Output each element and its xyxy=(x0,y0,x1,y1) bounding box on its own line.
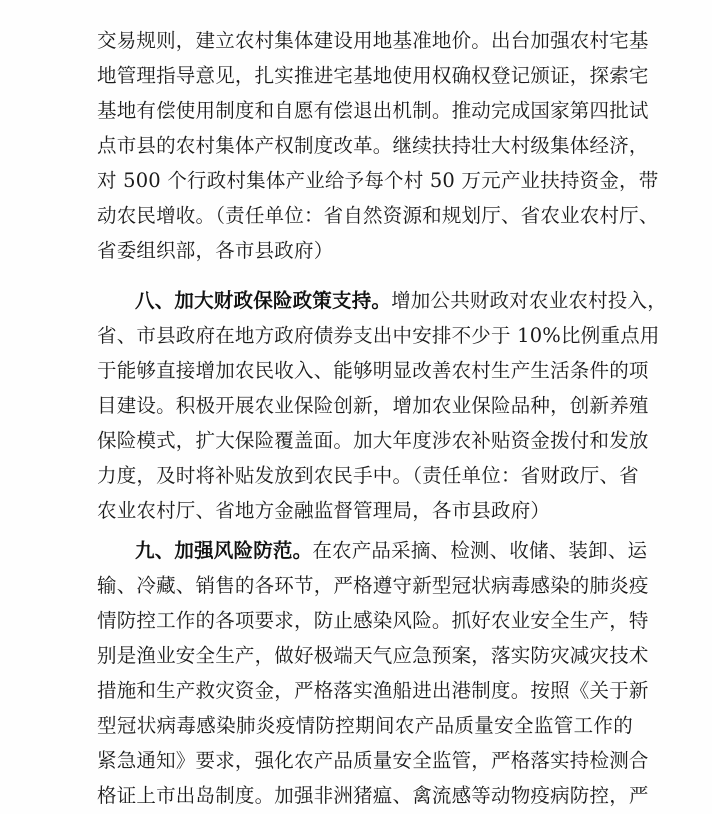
section-8-heading: 八、加大财政保险政策支持。 xyxy=(135,289,392,312)
section-8-first-line-text: 增加公共财政对农业农村投入， xyxy=(391,289,667,312)
text-line: 农业农村厅、省地方金融监督管理局，各市县政府） xyxy=(97,499,551,522)
text-line: 地管理指导意见，扎实推进宅基地使用权确权登记颁证，探索宅 xyxy=(97,64,649,87)
text-line: 省、市县政府在地方政府债券支出中安排不少于 10%比例重点用 xyxy=(97,324,660,347)
text-line: 点市县的农村集体产权制度改革。继续扶持壮大村级集体经济， xyxy=(97,134,649,157)
section-9-first-line-text: 在农产品采摘、检测、收储、装卸、运 xyxy=(312,539,648,562)
text-line: 紧急通知》要求，强化农产品质量安全监管，严格落实持检测合 xyxy=(97,749,649,772)
text-line: 力度，及时将补贴发放到农民手中。（责任单位：省财政厅、省 xyxy=(97,464,639,487)
text-line: 别是渔业安全生产，做好极端天气应急预案，落实防灾减灾技术 xyxy=(97,644,649,667)
text-line: 动农民增收。（责任单位：省自然资源和规划厅、省农业农村厅、 xyxy=(97,204,659,227)
text-line: 措施和生产救灾资金，严格落实渔船进出港制度。按照《关于新 xyxy=(97,679,649,702)
text-line: 格证上市出岛制度。加强非洲猪瘟、禽流感等动物疫病防控，严 xyxy=(97,784,649,807)
text-line: 对 500 个行政村集体产业给予每个村 50 万元产业扶持资金，带 xyxy=(97,169,659,192)
text-line: 型冠状病毒感染肺炎疫情防控期间农产品质量安全监管工作的 xyxy=(97,714,633,737)
text-line: 输、冷藏、销售的各环节，严格遵守新型冠状病毒感染的肺炎疫 xyxy=(97,574,649,597)
section-8-first-line xyxy=(135,286,667,316)
text-line: 目建设。积极开展农业保险创新，增加农业保险品种，创新养殖 xyxy=(97,394,649,417)
section-9-heading: 九、加强风险防范。 xyxy=(135,539,313,562)
text-line: 交易规则，建立农村集体建设用地基准地价。出台加强农村宅基 xyxy=(97,29,649,52)
text-line: 于能够直接增加农民收入、能够明显改善农村生产生活条件的项 xyxy=(97,359,649,382)
text-line: 省委组织部，各市县政府） xyxy=(97,239,334,262)
section-9-first-line xyxy=(135,536,648,566)
text-line: 基地有偿使用制度和自愿有偿退出机制。推动完成国家第四批试 xyxy=(97,99,649,122)
text-line: 保险模式，扩大保险覆盖面。加大年度涉农补贴资金拨付和发放 xyxy=(97,429,649,452)
text-line: 情防控工作的各项要求，防止感染风险。抓好农业安全生产，特 xyxy=(97,609,649,632)
